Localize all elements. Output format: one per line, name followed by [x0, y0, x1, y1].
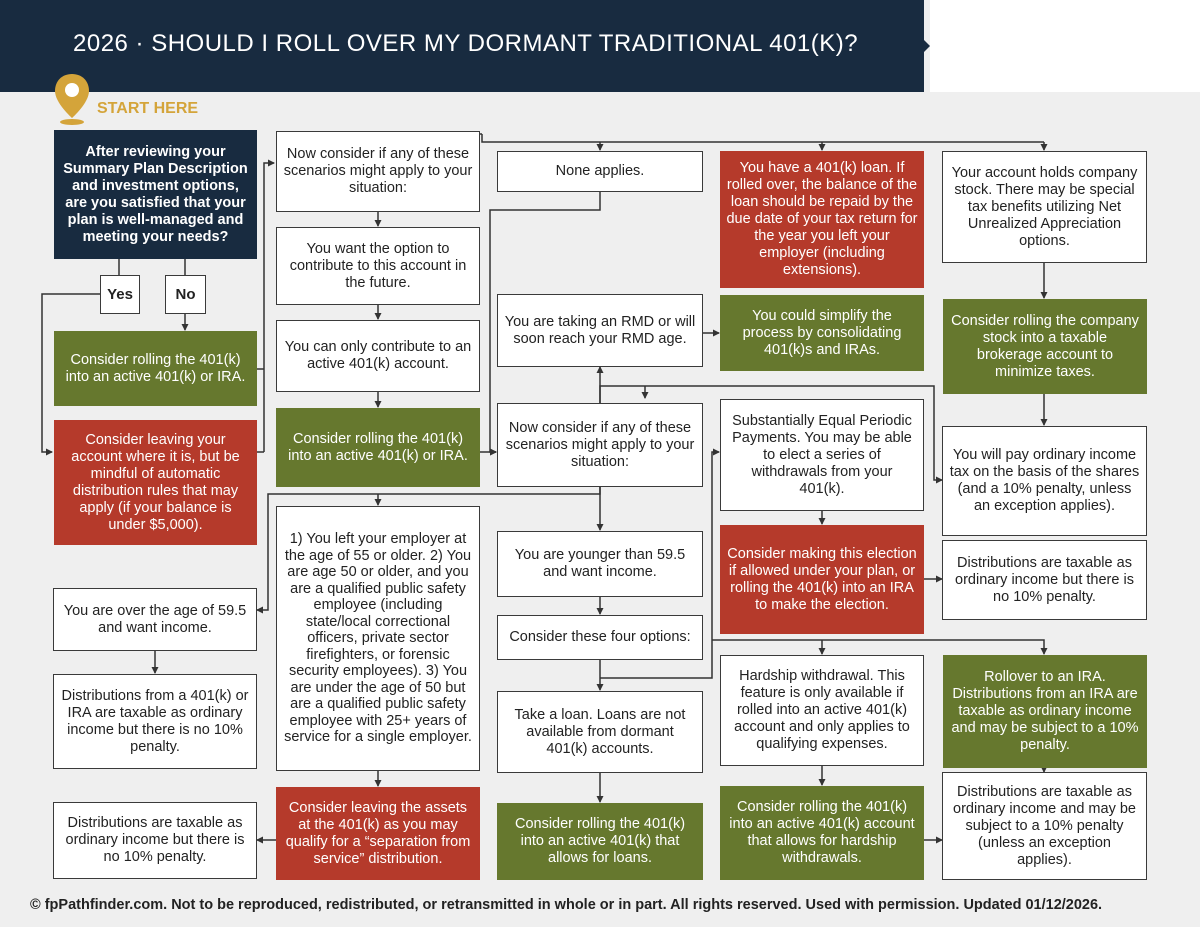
only-active-contribute-box: You can only contribute to an active 401(k) account. [276, 320, 480, 392]
hardship-withdrawal-box: Hardship withdrawal. This feature is only available if rolled into an active 401(k) account and only applies to qualifying expenses. [720, 655, 924, 766]
company-stock-box: Your account holds company stock. There may be special tax benefits utilizing Net Unrealized Appreciation options. [942, 151, 1147, 263]
rollover-loans-box: Consider rolling the 401(k) into an active 401(k) that allows for loans. [497, 803, 703, 880]
option-contribute-box: You want the option to contribute to this account in the future. [276, 227, 480, 305]
ordinary-income-tax-box: You will pay ordinary income tax on the basis of the shares (and a 10% penalty, unless an exception applies). [942, 426, 1147, 536]
simplify-consolidate-box: You could simplify the process by consolidating 401(k)s and IRAs. [720, 295, 924, 371]
loan-warning-box: You have a 401(k) loan. If rolled over, the balance of the loan should be repaid by the due date of your tax return for the year you left your employer (including extensions). [720, 151, 924, 288]
rollover-active-401k-box-2: Consider rolling the 401(k) into an active 401(k) or IRA. [276, 408, 480, 487]
separation-conditions-box: 1) You left your employer at the age of 55 or older. 2) You are age 50 or older, and you are a qualified public safety employee (including state/local correctional officers, private sector firefighters, or forensic security employees). 3) You are under the age of 50 but are a qualified public safety employee with 25+ years of service for a single employer. [276, 506, 480, 771]
start-here-label: START HERE [97, 100, 199, 117]
brokerage-rollover-box: Consider rolling the company stock into a taxable brokerage account to minimize taxes. [943, 299, 1147, 394]
over-59-5-box: You are over the age of 59.5 and want income. [53, 588, 257, 651]
page-title: 2026 · SHOULD I ROLL OVER MY DORMANT TRADITIONAL 401(K)? [73, 30, 859, 57]
distributions-401k-ira-box: Distributions from a 401(k) or IRA are taxable as ordinary income but there is no 10% penalty. [53, 674, 257, 769]
no-option[interactable]: No [165, 275, 206, 314]
sepp-box: Substantially Equal Periodic Payments. You may be able to elect a series of withdrawals from your 401(k). [720, 399, 924, 511]
consider-scenarios-box-1: Now consider if any of these scenarios might apply to your situation: [276, 131, 480, 212]
none-applies-box: None applies. [497, 151, 703, 192]
copyright-footer: © fpPathfinder.com. Not to be reproduced, redistributed, or retransmitted in whole or in part. All rights reserved. Used with permission. Updated 01/12/2026. [30, 897, 1103, 913]
leave-account-box: Consider leaving your account where it is, but be mindful of automatic distribution rules that may apply (if your balance is under $5,000). [54, 420, 257, 545]
rollover-hardship-box: Consider rolling the 401(k) into an active 401(k) account that allows for hardship withdrawals. [720, 786, 924, 880]
distributions-may-penalty-box: Distributions are taxable as ordinary income and may be subject to a 10% penalty (unless an exception applies). [942, 772, 1147, 880]
consider-scenarios-box-2: Now consider if any of these scenarios might apply to your situation: [497, 403, 703, 487]
yes-option[interactable]: Yes [100, 275, 140, 314]
satisfied-question: After reviewing your Summary Plan Description and investment options, are you satisfied that your plan is well-managed and meeting your needs? [54, 130, 257, 259]
take-loan-box: Take a loan. Loans are not available from dormant 401(k) accounts. [497, 691, 703, 773]
distributions-no-penalty-box: Distributions are taxable as ordinary income but there is no 10% penalty. [53, 802, 257, 879]
sepp-election-box: Consider making this election if allowed under your plan, or rolling the 401(k) into an IRA to make the election. [720, 525, 924, 634]
four-options-box: Consider these four options: [497, 615, 703, 660]
rollover-active-401k-box: Consider rolling the 401(k) into an active 401(k) or IRA. [54, 331, 257, 406]
distributions-no-penalty-box-2: Distributions are taxable as ordinary income but there is no 10% penalty. [942, 540, 1147, 620]
younger-than-59-5-box: You are younger than 59.5 and want income. [497, 531, 703, 597]
rollover-ira-box: Rollover to an IRA. Distributions from an IRA are taxable as ordinary income and may be subject to a 10% penalty. [943, 655, 1147, 768]
leave-assets-separation-box: Consider leaving the assets at the 401(k) as you may qualify for a “separation from service” distribution. [276, 787, 480, 880]
rmd-age-box: You are taking an RMD or will soon reach your RMD age. [497, 294, 703, 367]
